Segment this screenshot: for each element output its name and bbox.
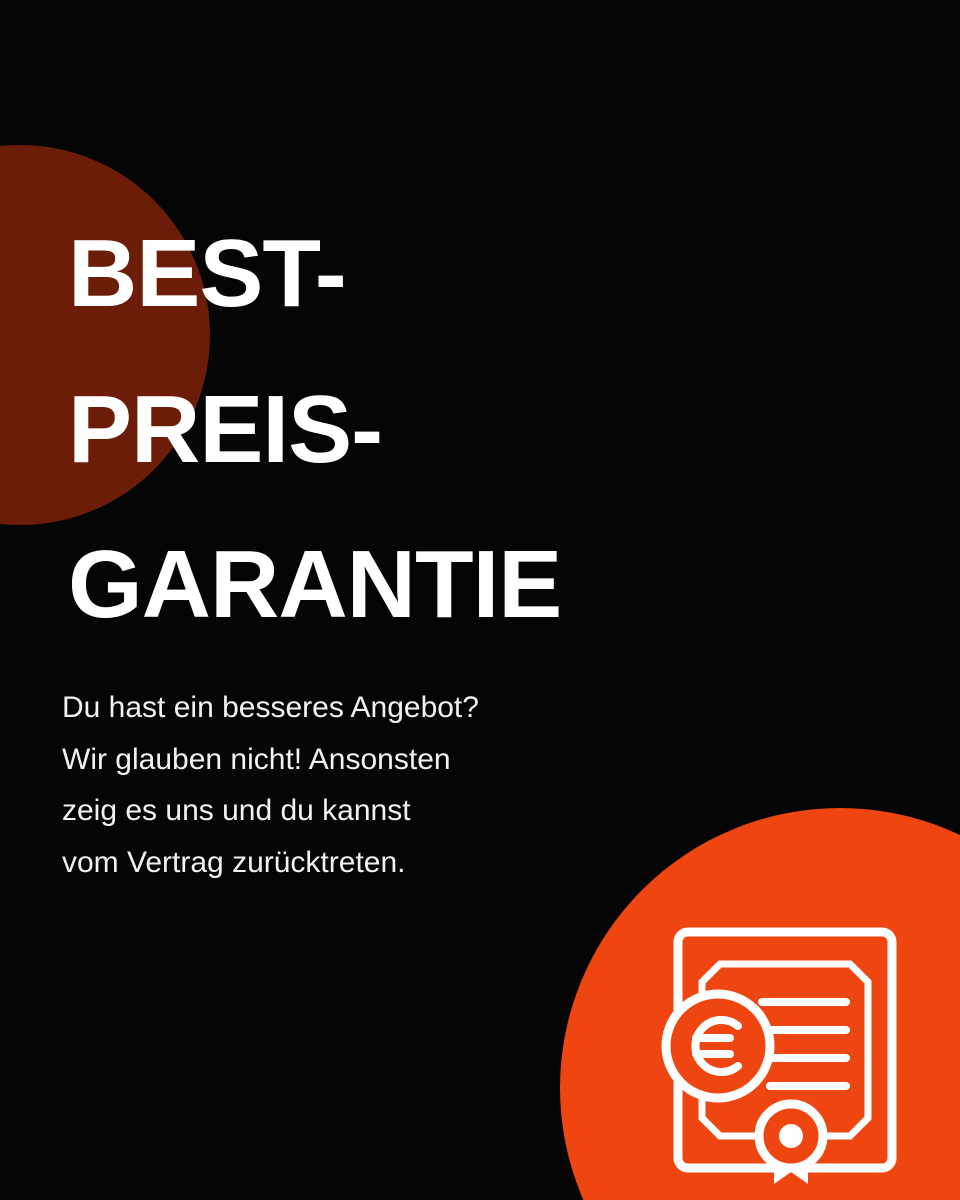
headline-line-3: GARANTIE (68, 531, 562, 639)
body-line-1: Du hast ein besseres Angebot? (62, 691, 479, 724)
page-title (68, 196, 708, 663)
body-line-2: Wir glauben nicht! Ansonsten (62, 742, 451, 776)
body-line-4: vom Vertrag zurücktreten. (62, 845, 406, 879)
body-line-3: zeig es uns und du kannst (62, 794, 411, 828)
poster-body-text (62, 682, 622, 888)
headline-line-2: PREIS- (68, 375, 383, 483)
certificate-euro-seal-icon (650, 918, 920, 1188)
headline-line-1: BEST- (68, 220, 346, 327)
